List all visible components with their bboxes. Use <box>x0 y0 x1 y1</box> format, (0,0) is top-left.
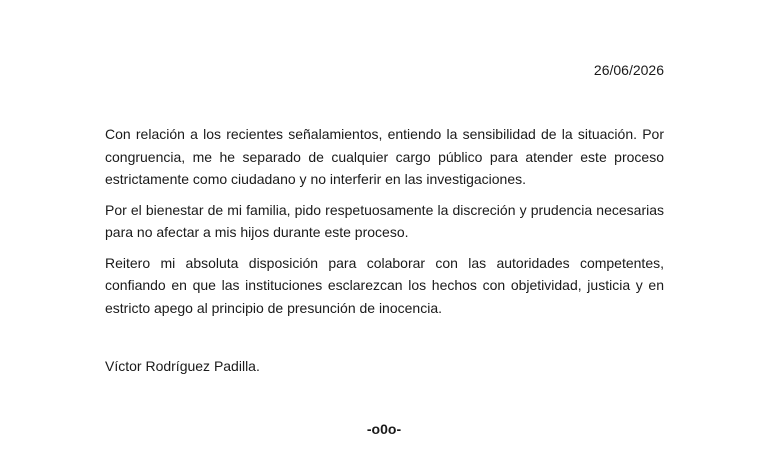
closing-mark: -o0o- <box>366 421 402 437</box>
paragraph-cooperation: Reitero mi absoluta disposición para colaborar con las autoridades competentes, confiando en que las instituciones esclarezcan los hechos con objetividad, justicia y en estricto apego al principio de presunción de inocencia. <box>105 254 664 316</box>
statement-body <box>105 123 664 327</box>
document-date: 26/06/2026 <box>593 62 664 78</box>
signature-name: Víctor Rodríguez Padilla. <box>105 358 260 374</box>
paragraph-congruence: Con relación a los recientes señalamientos, entiendo la sensibilidad de la situación. Por congruencia, me he separado de cualquier cargo público para atender este proceso estrictamente como ciudadano y no interferir en las investigaciones. <box>105 126 664 187</box>
paragraph-family: Por el bienestar de mi familia, pido respetuosamente la discreción y prudencia necesarias para no afectar a mis hijos durante este proceso. <box>105 201 664 240</box>
